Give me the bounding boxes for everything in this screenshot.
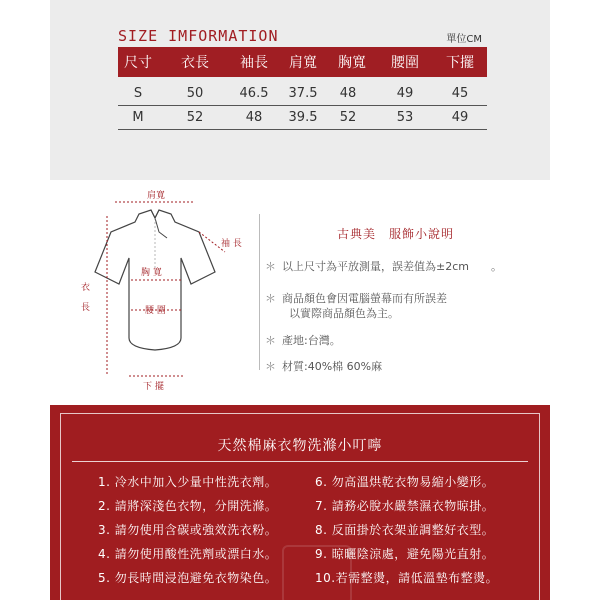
list-item: 1. 冷水中加入少量中性洗衣劑。 <box>98 475 278 489</box>
bullet-star-icon: ＊ <box>265 260 276 273</box>
cell-shoulder: 39.5 <box>288 110 318 125</box>
garment-info-section <box>50 180 550 405</box>
description-title: 古典美 服飾小說明 <box>337 227 455 241</box>
length-label-1: 衣 <box>81 283 91 293</box>
cell-chest: 52 <box>339 110 357 125</box>
cell-waist: 53 <box>396 110 414 125</box>
description-line: 以實際商品顏色為主。 <box>289 307 399 320</box>
list-item: 5. 勿長時間浸泡避免衣物染色。 <box>98 571 278 585</box>
list-item: 9. 晾曬陰涼處，避免陽光直射。 <box>315 547 495 561</box>
cell-length: 52 <box>186 110 204 125</box>
description-line: ＊ 材質:40%棉 60%麻 <box>265 360 383 373</box>
bullet-star-icon: ＊ <box>265 360 276 373</box>
list-item: 2. 請將深淺色衣物，分開洗滌。 <box>98 499 278 513</box>
list-item: 4. 請勿使用酸性洗劑或漂白水。 <box>98 547 278 561</box>
section-divider <box>259 214 260 370</box>
sleeve-label: 袖 長 <box>221 239 242 249</box>
list-item: 8. 反面掛於衣架並調整好衣型。 <box>315 523 495 537</box>
shoulder-label: 肩寬 <box>147 191 166 201</box>
description-line: ＊ 產地:台灣。 <box>265 334 341 347</box>
cell-sleeve: 48 <box>245 110 263 125</box>
header-chest: 胸寬 <box>338 55 366 71</box>
size-table-header <box>118 47 487 77</box>
header-sleeve: 袖長 <box>240 55 268 71</box>
header-waist: 腰圍 <box>391 55 419 71</box>
washing-section <box>50 405 550 600</box>
bullet-star-icon: ＊ <box>265 292 276 305</box>
garment-diagram <box>75 188 255 398</box>
description-line: ＊ 以上尺寸為平放測量，誤差值為±2cm 。 <box>265 260 502 273</box>
table-row <box>118 82 487 106</box>
washing-title: 天然棉麻衣物洗滌小叮嚀 <box>217 438 383 454</box>
cell-shoulder: 37.5 <box>288 86 318 101</box>
chest-label: 胸 寬 <box>141 268 162 278</box>
header-hem: 下擺 <box>446 55 474 71</box>
list-item: 3. 請勿使用含碳或強效洗衣粉。 <box>98 523 278 537</box>
cell-hem: 45 <box>451 86 469 101</box>
cell-sleeve: 46.5 <box>239 86 269 101</box>
cell-size: S <box>133 86 143 101</box>
cell-size: M <box>132 110 144 125</box>
size-table <box>118 47 487 130</box>
size-info-section <box>50 0 550 180</box>
list-item: 6. 勿高溫烘乾衣物易縮小變形。 <box>315 475 495 489</box>
table-row <box>118 106 487 130</box>
cell-chest: 48 <box>339 86 357 101</box>
header-shoulder: 肩寬 <box>289 55 317 71</box>
size-unit-label: 單位CM <box>446 34 482 45</box>
hem-label: 下 擺 <box>143 382 164 392</box>
list-item: 7. 請務必脫水嚴禁濕衣物晾掛。 <box>315 499 495 513</box>
washing-title-rule <box>72 461 528 462</box>
cell-hem: 49 <box>451 110 469 125</box>
bullet-star-icon: ＊ <box>265 334 276 347</box>
length-label-2: 長 <box>81 303 91 313</box>
header-size: 尺寸 <box>124 55 152 71</box>
header-length: 衣長 <box>181 55 209 71</box>
list-item: 10.若需整燙，請低溫墊布整燙。 <box>315 571 499 585</box>
cell-waist: 49 <box>396 86 414 101</box>
cell-length: 50 <box>186 86 204 101</box>
description-line: ＊ 商品顏色會因電腦螢幕而有所誤差 <box>265 292 447 305</box>
waist-label: 腰 圍 <box>145 306 166 316</box>
size-info-title: SIZE IMFORMATION <box>118 27 279 45</box>
